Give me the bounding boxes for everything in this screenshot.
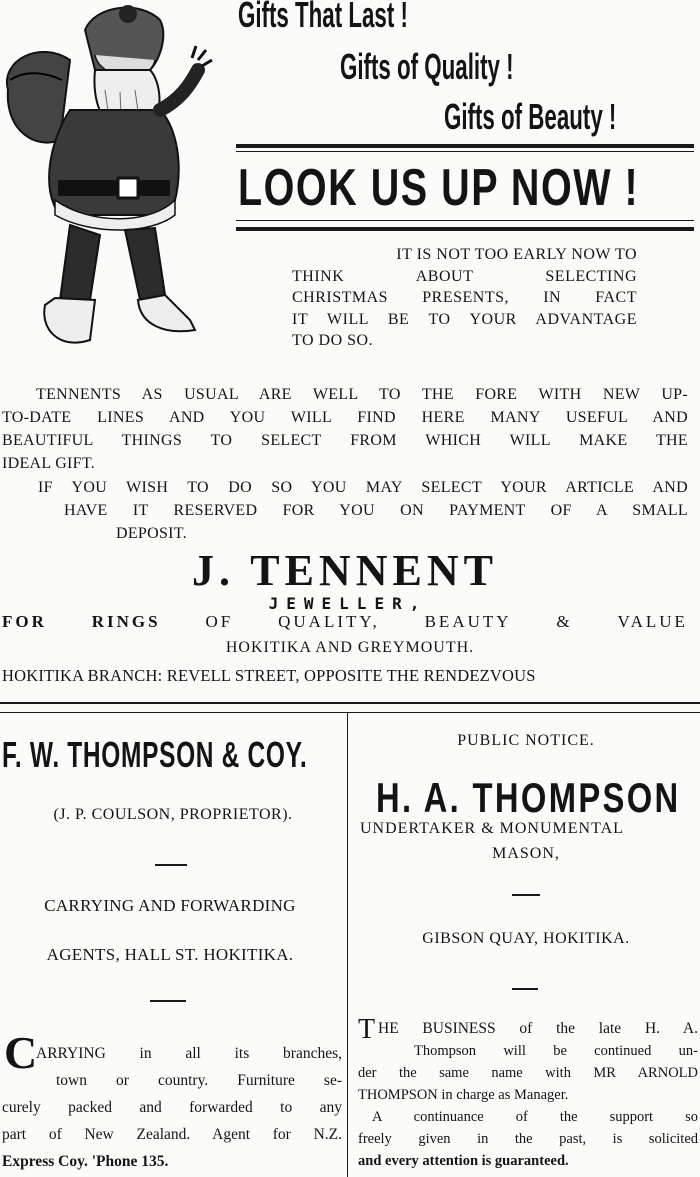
divider-rule	[236, 151, 694, 152]
deposit-line: IF YOU WISH TO DO SO YOU MAY SELECT YOUR ARTICLE AND	[38, 479, 688, 496]
call-to-action: LOOK US UP NOW !	[238, 159, 640, 217]
left-body-line: town or country. Furniture se-	[56, 1072, 342, 1089]
right-ad-heading: PUBLIC NOTICE.	[457, 732, 595, 749]
left-body-line: ARRYING in all its branches,	[36, 1045, 342, 1062]
right-ad-name: H. A. THOMPSON	[376, 774, 681, 821]
santa-claus-illustration	[0, 0, 235, 360]
intro-line: TO DO SO.	[292, 332, 374, 349]
divider-rule	[236, 227, 694, 231]
intro-line: IT IS NOT TOO EARLY NOW TO	[396, 246, 637, 263]
headline-2: Gifts of Quality !	[340, 46, 514, 87]
short-rule	[512, 894, 540, 896]
left-ad-body	[2, 1040, 342, 1175]
tagline	[2, 612, 688, 632]
right-ad-body	[358, 1014, 698, 1172]
headline-3: Gifts of Beauty !	[444, 96, 617, 137]
right-ad-address: GIBSON QUAY, HOKITIKA.	[422, 930, 630, 947]
tagline-word: VALUE	[617, 612, 688, 631]
body-line: IDEAL GIFT.	[2, 455, 96, 472]
intro-text	[292, 244, 637, 352]
right-body-line: der the same name with MR ARNOLD	[358, 1065, 698, 1081]
left-body-line: part of New Zealand. Agent for N.Z.	[2, 1126, 342, 1143]
left-ad-drop-cap: C	[4, 1027, 38, 1078]
body-line: TENNENTS AS USUAL ARE WELL TO THE FORE WITH NEW UP-	[36, 386, 688, 403]
right-body-line: A continuance of the support so	[372, 1109, 698, 1125]
right-body-line: HE BUSINESS of the late H. A.	[378, 1020, 698, 1037]
left-ad-location: AGENTS, HALL ST. HOKITIKA.	[46, 945, 294, 964]
intro-line: IT WILL BE TO YOUR ADVANTAGE	[292, 310, 637, 328]
locations: HOKITIKA AND GREYMOUTH.	[225, 639, 475, 656]
left-body-line: curely packed and forwarded to any	[2, 1099, 342, 1116]
trade-label: JEWELLER,	[268, 594, 428, 613]
left-ad-service: CARRYING AND FORWARDING	[44, 896, 296, 915]
tagline-word: RINGS	[91, 612, 161, 631]
tagline-word: OF	[205, 612, 234, 631]
divider-rule	[236, 144, 694, 148]
right-ad-trade-1: UNDERTAKER & MONUMENTAL	[360, 820, 624, 837]
section-divider	[0, 712, 700, 713]
tagline-word: &	[556, 612, 573, 631]
left-body-line: Express Coy. 'Phone 135.	[2, 1153, 169, 1170]
headline-1: Gifts That Last !	[238, 0, 408, 35]
right-body-line: freely given in the past, is solicited	[358, 1131, 698, 1147]
section-divider	[0, 702, 700, 704]
right-body-line: Thompson will be continued un-	[414, 1043, 698, 1059]
short-rule	[155, 864, 187, 866]
deposit-text	[38, 476, 688, 545]
tagline-word: QUALITY,	[278, 612, 380, 631]
business-name: J. TENNENT	[192, 546, 498, 595]
column-divider	[347, 713, 348, 1177]
body-line: BEAUTIFUL THINGS TO SELECT FROM WHICH WILL MAKE THE	[2, 432, 688, 449]
short-rule	[512, 988, 538, 990]
left-ad-name: F. W. THOMPSON & COY.	[2, 734, 308, 775]
right-body-line: and every attention is guaranteed.	[358, 1153, 569, 1169]
right-ad-drop-cap: T	[358, 1014, 376, 1045]
deposit-line: HAVE IT RESERVED FOR YOU ON PAYMENT OF A SMALL	[64, 502, 688, 519]
tagline-word: FOR	[2, 612, 47, 631]
right-body-line: THOMPSON in charge as Manager.	[358, 1087, 569, 1103]
left-ad-proprietor: (J. P. COULSON, PROPRIETOR).	[53, 806, 293, 823]
deposit-line: DEPOSIT.	[116, 525, 187, 542]
short-rule	[150, 1000, 186, 1002]
intro-line: THINK ABOUT SELECTING	[292, 267, 637, 285]
divider-rule	[236, 220, 694, 221]
intro-line: CHRISTMAS PRESENTS, IN FACT	[292, 289, 637, 306]
right-ad-trade-2: MASON,	[492, 845, 560, 862]
body-text	[2, 383, 688, 475]
tagline-word: BEAUTY	[424, 612, 512, 631]
body-line: TO-DATE LINES AND YOU WILL FIND HERE MANY USEFUL AND	[2, 409, 688, 426]
branch-address: HOKITIKA BRANCH: REVELL STREET, OPPOSITE THE RENDEZVOUS	[2, 666, 536, 685]
